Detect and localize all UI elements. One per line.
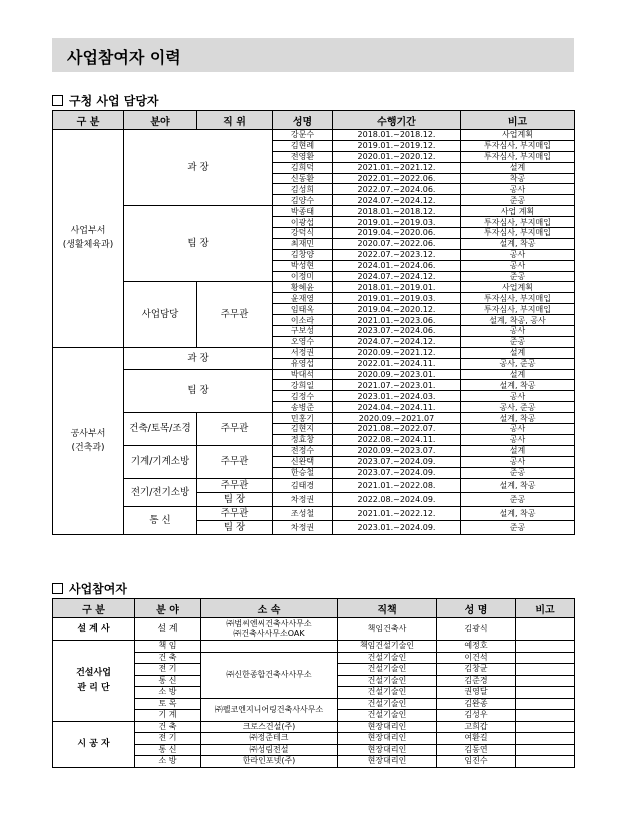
table-row — [53, 347, 575, 358]
cell-note: 준공 — [461, 271, 575, 282]
role-staff: 주무관 — [197, 282, 273, 347]
cell-name: 전정수 — [273, 445, 333, 456]
cell-field: 기 계 — [135, 710, 201, 722]
cell-field: 전 기 — [135, 733, 201, 745]
cell-note — [516, 756, 575, 768]
cell-role: 현장대리인 — [338, 744, 437, 756]
cell-field: 통 신 — [135, 744, 201, 756]
header-name: 성 명 — [437, 599, 516, 618]
cell-note: 공사, 준공 — [461, 358, 575, 369]
table-row — [53, 506, 575, 520]
header-role: 직책 — [338, 599, 437, 618]
cell-period: 2023.01.~2024.09. — [333, 520, 461, 534]
header-category: 구 분 — [53, 111, 124, 130]
role-staff: 주무관 — [197, 506, 273, 520]
cell-name: 송병준 — [273, 402, 333, 413]
cell-name: 강덕식 — [273, 228, 333, 239]
cell-note: 투자심사, 부지매입 — [461, 151, 575, 162]
cell-name: 조성철 — [273, 506, 333, 520]
cell-note: 공사 — [461, 424, 575, 435]
cell-name: 김성우 — [437, 710, 516, 722]
cell-period: 2024.07.~2024.12. — [333, 336, 461, 347]
role-staff: 주무관 — [197, 478, 273, 492]
cell-note — [516, 721, 575, 733]
group-label: (생활체육과) — [62, 240, 114, 251]
cell-name: 김창균 — [437, 664, 516, 676]
field-mech: 기계/기계소방 — [124, 445, 197, 478]
cell-name: 이광섭 — [273, 217, 333, 228]
cell-role: 건설기술인 — [338, 652, 437, 664]
table-row — [53, 721, 575, 733]
table-row — [53, 478, 575, 492]
section2-heading: 사업참여자 — [52, 580, 127, 597]
cell-note — [516, 652, 575, 664]
header-note: 비고 — [461, 111, 575, 130]
checkbox-square-icon — [52, 95, 63, 106]
cell-note: 사업계획 — [461, 130, 575, 141]
table-row — [53, 282, 575, 293]
cell-note: 준공 — [461, 492, 575, 506]
header-period: 수행기간 — [333, 111, 461, 130]
cell-name: 서정권 — [273, 347, 333, 358]
cell-note: 준공 — [461, 195, 575, 206]
cell-period: 2020.09.~2023.07. — [333, 445, 461, 456]
table-row — [53, 130, 575, 141]
cell-role: 건설기술인 — [338, 698, 437, 710]
cell-role: 현장대리인 — [338, 733, 437, 745]
cell-name: 김정수 — [273, 391, 333, 402]
cell-name: 민홍기 — [273, 413, 333, 424]
cell-note: 설계 — [461, 162, 575, 173]
header-name: 성명 — [273, 111, 333, 130]
table-row — [53, 369, 575, 380]
supervision-category — [53, 641, 135, 722]
cell-name: 강희일 — [273, 380, 333, 391]
cell-period: 2020.09.~2023.01. — [333, 369, 461, 380]
header-affiliation: 소 속 — [201, 599, 338, 618]
cell-note: 설계, 착공 — [461, 238, 575, 249]
header-category: 구 분 — [53, 599, 135, 618]
cell-note: 투자심사, 부지매입 — [461, 217, 575, 228]
role-staff: 주무관 — [197, 413, 273, 446]
cell-note — [516, 687, 575, 699]
cell-name: 차정권 — [273, 520, 333, 534]
cell-period: 2019.01.~2019.12. — [333, 140, 461, 151]
cell-note: 공사 — [461, 456, 575, 467]
cell-period: 2020.01.~2020.12. — [333, 151, 461, 162]
cell-role: 현장대리인 — [338, 721, 437, 733]
design-field: 설 계 — [135, 618, 201, 641]
group-construct-dept — [53, 347, 124, 534]
cell-name: 김성희 — [273, 184, 333, 195]
cell-field: 전 기 — [135, 664, 201, 676]
cell-period: 2021.07.~2023.01. — [333, 380, 461, 391]
cell-period: 2023.01.~2024.03. — [333, 391, 461, 402]
cell-note — [516, 733, 575, 745]
cell-period: 2018.01.~2018.12. — [333, 130, 461, 141]
cell-name: 예정호 — [437, 641, 516, 653]
cell-org: 크로스건설(주) — [201, 721, 338, 733]
table-row — [53, 413, 575, 424]
cell-org: ㈜신한종합건축사사무소 — [201, 652, 338, 698]
header-position: 직 위 — [197, 111, 273, 130]
cell-field: 소 방 — [135, 687, 201, 699]
table-row — [53, 206, 575, 217]
cell-name: 최재민 — [273, 238, 333, 249]
cell-name: 권영달 — [437, 687, 516, 699]
cell-name: 김현례 — [273, 140, 333, 151]
design-org: ㈜범씨엔씨건축사사무소 ㈜건축사사무소OAK — [201, 618, 338, 641]
cell-period: 2019.01.~2019.03. — [333, 217, 461, 228]
cell-note: 준공 — [461, 520, 575, 534]
cell-name: 윤재영 — [273, 293, 333, 304]
cell-note: 투자심사, 부지매입 — [461, 228, 575, 239]
cell-name: 김태경 — [273, 478, 333, 492]
cell-note: 사업계획 — [461, 282, 575, 293]
cell-name: 박대석 — [273, 369, 333, 380]
cell-name: 임진수 — [437, 756, 516, 768]
cell-note: 공사 — [461, 391, 575, 402]
cell-name: 김준경 — [437, 675, 516, 687]
cell-note: 설계 — [461, 445, 575, 456]
cell-period: 2021.08.~2022.07. — [333, 424, 461, 435]
design-category: 설 계 사 — [53, 618, 135, 641]
table-row — [53, 445, 575, 456]
cell-period: 2022.08.~2024.09. — [333, 492, 461, 506]
category-label: 관 리 단 — [77, 682, 110, 693]
cell-note: 공사 — [461, 260, 575, 271]
cell-note: 설계 — [461, 347, 575, 358]
cell-name: 이정미 — [273, 271, 333, 282]
cell-note: 설계, 착공 — [461, 413, 575, 424]
participants-table — [52, 598, 575, 768]
cell-note: 투자심사, 부지매입 — [461, 304, 575, 315]
cell-period: 2019.04.~2020.06. — [333, 228, 461, 239]
cell-name: 신완택 — [273, 456, 333, 467]
cell-name: 한승철 — [273, 467, 333, 478]
cell-period: 2023.07.~2024.09. — [333, 456, 461, 467]
cell-period: 2024.07.~2024.12. — [333, 195, 461, 206]
cell-period: 2021.01.~2023.06. — [333, 315, 461, 326]
table-header-row — [53, 599, 575, 618]
cell-name: 김완종 — [437, 698, 516, 710]
page-title: 사업참여자 이력 — [67, 48, 181, 67]
cell-period: 2018.01.~2019.01. — [333, 282, 461, 293]
group-label: 공사부서 — [70, 428, 106, 439]
title-bar — [52, 38, 574, 72]
table-row — [53, 641, 575, 653]
role-staff: 주무관 — [197, 445, 273, 478]
cell-field: 소 방 — [135, 756, 201, 768]
cell-field: 건 축 — [135, 652, 201, 664]
design-note — [516, 618, 575, 641]
cell-note: 설계, 착공 — [461, 506, 575, 520]
field-arch: 건축/토목/조경 — [124, 413, 197, 446]
cell-period: 2024.07.~2024.12. — [333, 271, 461, 282]
group-label: (건축과) — [71, 442, 105, 453]
cell-note: 공사 — [461, 326, 575, 337]
cell-org: ㈜정준테크 — [201, 733, 338, 745]
category-label: 건설사업 — [76, 667, 111, 678]
cell-name: 차정권 — [273, 492, 333, 506]
role-team-lead: 팀 장 — [197, 520, 273, 534]
header-field: 분야 — [124, 111, 197, 130]
cell-name: 이소라 — [273, 315, 333, 326]
cell-note: 투자심사, 부지매입 — [461, 293, 575, 304]
cell-period: 2018.01.~2018.12. — [333, 206, 461, 217]
cell-field: 통 신 — [135, 675, 201, 687]
cell-role: 현장대리인 — [338, 756, 437, 768]
cell-note — [516, 641, 575, 653]
cell-org: ㈜성림전설 — [201, 744, 338, 756]
cell-period: 2022.01.~2024.11. — [333, 358, 461, 369]
cell-name: 김창양 — [273, 249, 333, 260]
cell-note — [516, 710, 575, 722]
cell-field: 건 축 — [135, 721, 201, 733]
cell-name: 구보성 — [273, 326, 333, 337]
cell-note: 설계, 착공 — [461, 380, 575, 391]
cell-period: 2023.07.~2024.09. — [333, 467, 461, 478]
cell-field: 토 목 — [135, 698, 201, 710]
cell-name: 임태옥 — [273, 304, 333, 315]
cell-period: 2022.07.~2023.12. — [333, 249, 461, 260]
cell-note: 설계, 착공 — [461, 478, 575, 492]
role-manager: 과 장 — [124, 347, 273, 369]
design-role: 책임건축사 — [338, 618, 437, 641]
section1-heading: 구청 사업 담당자 — [52, 92, 159, 109]
cell-name: 김희덕 — [273, 162, 333, 173]
cell-role: 건설기술인 — [338, 710, 437, 722]
group-label: 사업부서 — [70, 226, 106, 237]
cell-note: 공사 — [461, 434, 575, 445]
cell-name: 유영섭 — [273, 358, 333, 369]
cell-period: 2019.04.~2020.12. — [333, 304, 461, 315]
cell-period: 2020.09.~2021.07 — [333, 413, 461, 424]
cell-role: 책임건설기술인 — [338, 641, 437, 653]
cell-period: 2020.09.~2021.12. — [333, 347, 461, 358]
design-name: 김광식 — [437, 618, 516, 641]
role-team-lead: 팀 장 — [124, 206, 273, 282]
cell-name: 박종태 — [273, 206, 333, 217]
cell-name: 황혜윤 — [273, 282, 333, 293]
header-note: 비고 — [516, 599, 575, 618]
cell-note: 설계 — [461, 369, 575, 380]
cell-name: 김동연 — [437, 744, 516, 756]
cell-note: 설계, 착공, 공사 — [461, 315, 575, 326]
staff-table — [52, 110, 575, 535]
cell-note: 공사, 준공 — [461, 402, 575, 413]
field-elec: 전기/전기소방 — [124, 478, 197, 506]
cell-name: 오영수 — [273, 336, 333, 347]
cell-period: 2021.01.~2022.12. — [333, 506, 461, 520]
cell-name: 박성현 — [273, 260, 333, 271]
cell-name: 이건석 — [437, 652, 516, 664]
checkbox-square-icon — [52, 583, 63, 594]
cell-role: 건설기술인 — [338, 675, 437, 687]
cell-period: 2020.07.~2022.06. — [333, 238, 461, 249]
cell-period: 2024.01.~2024.06. — [333, 260, 461, 271]
cell-note — [516, 664, 575, 676]
cell-note: 준공 — [461, 336, 575, 347]
role-manager: 과 장 — [124, 130, 273, 206]
cell-period: 2023.07.~2024.06. — [333, 326, 461, 337]
cell-org: ㈜펠코엔지니어링건축사사무소 — [201, 698, 338, 721]
cell-note: 투자심사, 부지매입 — [461, 140, 575, 151]
cell-role: 건설기술인 — [338, 687, 437, 699]
header-field: 분 야 — [135, 599, 201, 618]
cell-note — [516, 698, 575, 710]
role-team-lead: 팀 장 — [124, 369, 273, 413]
group-biz-dept — [53, 130, 124, 348]
cell-note: 공사 — [461, 249, 575, 260]
cell-org: 한라인포넷(주) — [201, 756, 338, 768]
cell-name: 신동환 — [273, 173, 333, 184]
cell-note: 착공 — [461, 173, 575, 184]
cell-name: 김양수 — [273, 195, 333, 206]
cell-period: 2019.01.~2019.03. — [333, 293, 461, 304]
cell-name: 고희갑 — [437, 721, 516, 733]
contractor-category: 시 공 자 — [53, 721, 135, 767]
cell-role: 건설기술인 — [338, 664, 437, 676]
cell-note — [516, 675, 575, 687]
cell-field: 책 임 — [135, 641, 201, 653]
cell-name: 강문수 — [273, 130, 333, 141]
field-comm: 통 신 — [124, 506, 197, 534]
cell-name: 김현지 — [273, 424, 333, 435]
role-team-lead: 팀 장 — [197, 492, 273, 506]
cell-period: 2022.01.~2022.06. — [333, 173, 461, 184]
cell-note: 사업 계획 — [461, 206, 575, 217]
cell-note: 준공 — [461, 467, 575, 478]
cell-period: 2024.04.~2024.11. — [333, 402, 461, 413]
table-header-row — [53, 111, 575, 130]
cell-period: 2022.07.~2024.06. — [333, 184, 461, 195]
cell-name: 전영환 — [273, 151, 333, 162]
table-row — [53, 618, 575, 641]
field-biz-staff: 사업담당 — [124, 282, 197, 347]
cell-period: 2022.08.~2024.11. — [333, 434, 461, 445]
cell-period: 2021.01.~2021.12. — [333, 162, 461, 173]
cell-name: 정효창 — [273, 434, 333, 445]
cell-name: 여환길 — [437, 733, 516, 745]
cell-org — [201, 641, 338, 653]
cell-note: 공사 — [461, 184, 575, 195]
cell-note — [516, 744, 575, 756]
cell-period: 2021.01.~2022.08. — [333, 478, 461, 492]
